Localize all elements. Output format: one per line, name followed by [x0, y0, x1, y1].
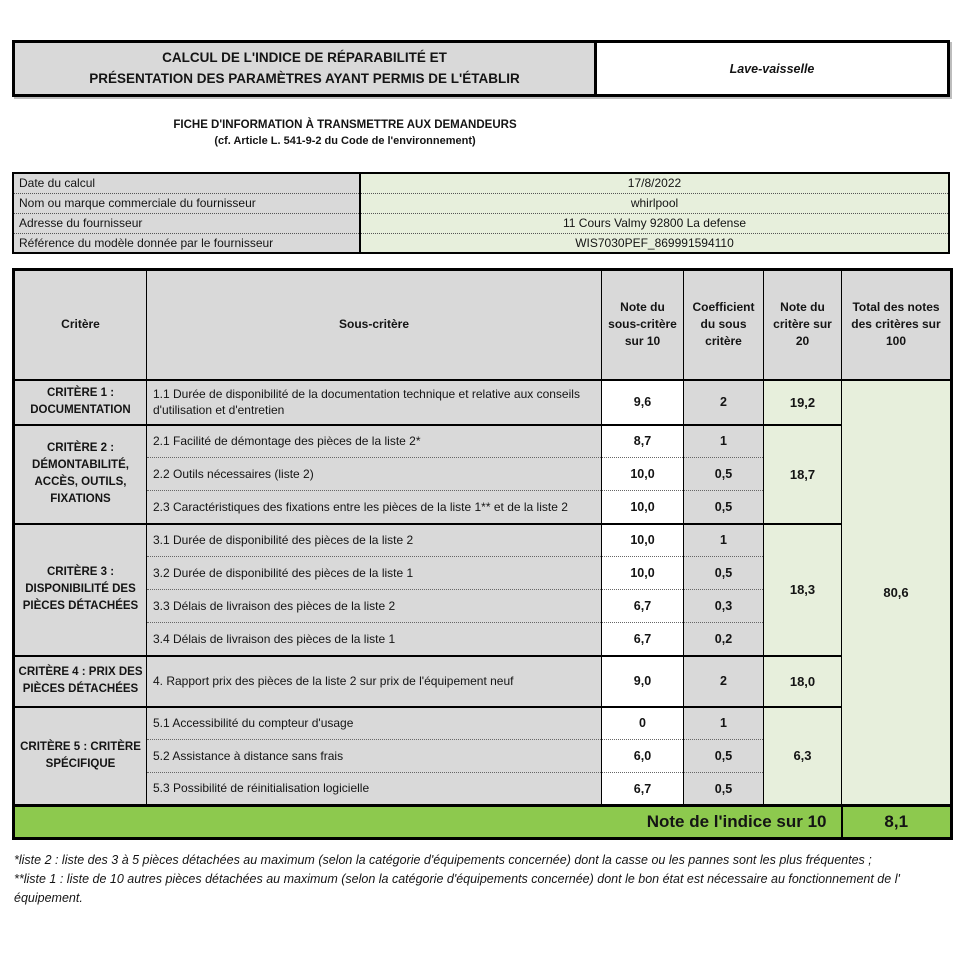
info-label-brand: Nom ou marque commerciale du fournisseur: [13, 193, 360, 213]
subcriterion-2-1-label: 2.1 Facilité de démontage des pièces de la liste 2*: [147, 425, 602, 458]
criterion-4-name: CRITÈRE 4 : PRIX DES PIÈCES DÉTACHÉES: [14, 656, 147, 707]
criterion-4-note20: 18,0: [764, 656, 842, 707]
subcriterion-2-3-note: 10,0: [602, 491, 684, 524]
final-index-row: [14, 806, 952, 839]
supplier-info-table: [12, 172, 950, 254]
subcriterion-1-1-coef: 2: [684, 380, 764, 425]
col-header-critere: Critère: [14, 270, 147, 380]
subcriterion-5-1-note: 0: [602, 707, 684, 740]
info-value-brand: whirlpool: [360, 193, 949, 213]
criterion-5-name: CRITÈRE 5 : CRITÈRE SPÉCIFIQUE: [14, 707, 147, 806]
final-index-label: Note de l'indice sur 10: [14, 806, 842, 839]
subcriterion-3-1-note: 10,0: [602, 524, 684, 557]
subcriterion-2-3-label: 2.3 Caractéristiques des fixations entre les pièces de la liste 1** et de la liste 2: [147, 491, 602, 524]
table-row: [13, 193, 949, 213]
subcriterion-2-3-coef: 0,5: [684, 491, 764, 524]
subcriterion-4-label: 4. Rapport prix des pièces de la liste 2 sur prix de l'équipement neuf: [147, 656, 602, 707]
info-value-date: 17/8/2022: [360, 173, 949, 193]
info-value-reference: WIS7030PEF_869991594110: [360, 233, 949, 253]
criterion-5-note20: 6,3: [764, 707, 842, 806]
info-value-address: 11 Cours Valmy 92800 La defense: [360, 213, 949, 233]
subcriterion-3-2-note: 10,0: [602, 557, 684, 590]
col-header-note-critere-20: Note du critère sur 20: [764, 270, 842, 380]
subcriterion-3-2-coef: 0,5: [684, 557, 764, 590]
subcriterion-5-1-coef: 1: [684, 707, 764, 740]
info-label-address: Adresse du fournisseur: [13, 213, 360, 233]
criterion-2-name: CRITÈRE 2 : DÉMONTABILITÉ, ACCÈS, OUTILS, FIXATIONS: [14, 425, 147, 524]
subcriterion-5-3-coef: 0,5: [684, 773, 764, 806]
final-index-score: 8,1: [842, 806, 952, 839]
criterion-1-name: CRITÈRE 1 : DOCUMENTATION: [14, 380, 147, 425]
col-header-coefficient: Coefficient du sous critère: [684, 270, 764, 380]
subcriterion-2-2-note: 10,0: [602, 458, 684, 491]
score-table: [12, 268, 953, 840]
footnote-liste2: *liste 2 : liste des 3 à 5 pièces détachées au maximum (selon la catégorie d'équipements concernée) dont la casse ou les pannes sont les plus fréquentes ;: [14, 853, 872, 867]
table-row: [13, 233, 949, 253]
page-title-line2: PRÉSENTATION DES PARAMÈTRES AYANT PERMIS DE L'ÉTABLIR: [89, 70, 520, 86]
subcriterion-3-2-label: 3.2 Durée de disponibilité des pièces de la liste 1: [147, 557, 602, 590]
subcriterion-4-note: 9,0: [602, 656, 684, 707]
doc-header: [12, 40, 950, 97]
criterion-3-name: CRITÈRE 3 : DISPONIBILITÉ DES PIÈCES DÉTACHÉES: [14, 524, 147, 656]
subcriterion-3-1-label: 3.1 Durée de disponibilité des pièces de la liste 2: [147, 524, 602, 557]
table-row: [14, 656, 952, 707]
footnote-liste1: **liste 1 : liste de 10 autres pièces détachées au maximum (selon la catégorie d'équipements concernée) dont le bon état est nécessaire au fonctionnement de l' équipement.: [14, 871, 900, 905]
subcriterion-5-2-label: 5.2 Assistance à distance sans frais: [147, 740, 602, 773]
col-header-total-100: Total des notes des critères sur 100: [842, 270, 952, 380]
subcriterion-5-3-note: 6,7: [602, 773, 684, 806]
page-title: [12, 40, 597, 97]
table-row: [14, 425, 952, 458]
criterion-1-note20: 19,2: [764, 380, 842, 425]
footnotes: [14, 851, 958, 907]
score-table-header-row: [14, 270, 952, 380]
subcriterion-3-3-note: 6,7: [602, 590, 684, 623]
subcriterion-2-2-coef: 0,5: [684, 458, 764, 491]
subcriterion-1-1-note: 9,6: [602, 380, 684, 425]
table-row: [13, 173, 949, 193]
subcriterion-3-3-label: 3.3 Délais de livraison des pièces de la liste 2: [147, 590, 602, 623]
subcriterion-3-4-coef: 0,2: [684, 623, 764, 656]
subcriterion-2-1-note: 8,7: [602, 425, 684, 458]
subtitle-line1: FICHE D'INFORMATION À TRANSMETTRE AUX DEMANDEURS: [173, 119, 517, 131]
subcriterion-3-4-note: 6,7: [602, 623, 684, 656]
subcriterion-3-4-label: 3.4 Délais de livraison des pièces de la liste 1: [147, 623, 602, 656]
criterion-3-note20: 18,3: [764, 524, 842, 656]
subcriterion-5-1-label: 5.1 Accessibilité du compteur d'usage: [147, 707, 602, 740]
subcriterion-1-1-label: 1.1 Durée de disponibilité de la documentation technique et relative aux conseils d'utilisation et d'entretien: [147, 380, 602, 425]
product-category-label: Lave-vaisselle: [729, 61, 815, 76]
subtitle-line2: (cf. Article L. 541-9-2 du Code de l'environnement): [214, 135, 476, 147]
subcriterion-5-2-note: 6,0: [602, 740, 684, 773]
subcriterion-3-1-coef: 1: [684, 524, 764, 557]
total-score-100: 80,6: [842, 380, 952, 806]
info-label-date: Date du calcul: [13, 173, 360, 193]
col-header-note-sous-critere: Note du sous-critère sur 10: [602, 270, 684, 380]
subcriterion-2-1-coef: 1: [684, 425, 764, 458]
subcriterion-4-coef: 2: [684, 656, 764, 707]
table-row: [14, 707, 952, 740]
subcriterion-3-3-coef: 0,3: [684, 590, 764, 623]
subtitle: [0, 119, 690, 147]
info-label-reference: Référence du modèle donnée par le fournisseur: [13, 233, 360, 253]
table-row: [14, 524, 952, 557]
page-title-line1: CALCUL DE L'INDICE DE RÉPARABILITÉ ET: [162, 49, 447, 65]
table-row: [14, 380, 952, 425]
table-row: [13, 213, 949, 233]
col-header-sous-critere: Sous-critère: [147, 270, 602, 380]
subcriterion-2-2-label: 2.2 Outils nécessaires (liste 2): [147, 458, 602, 491]
subcriterion-5-2-coef: 0,5: [684, 740, 764, 773]
product-category-box: [597, 40, 950, 97]
subcriterion-5-3-label: 5.3 Possibilité de réinitialisation logicielle: [147, 773, 602, 806]
criterion-2-note20: 18,7: [764, 425, 842, 524]
